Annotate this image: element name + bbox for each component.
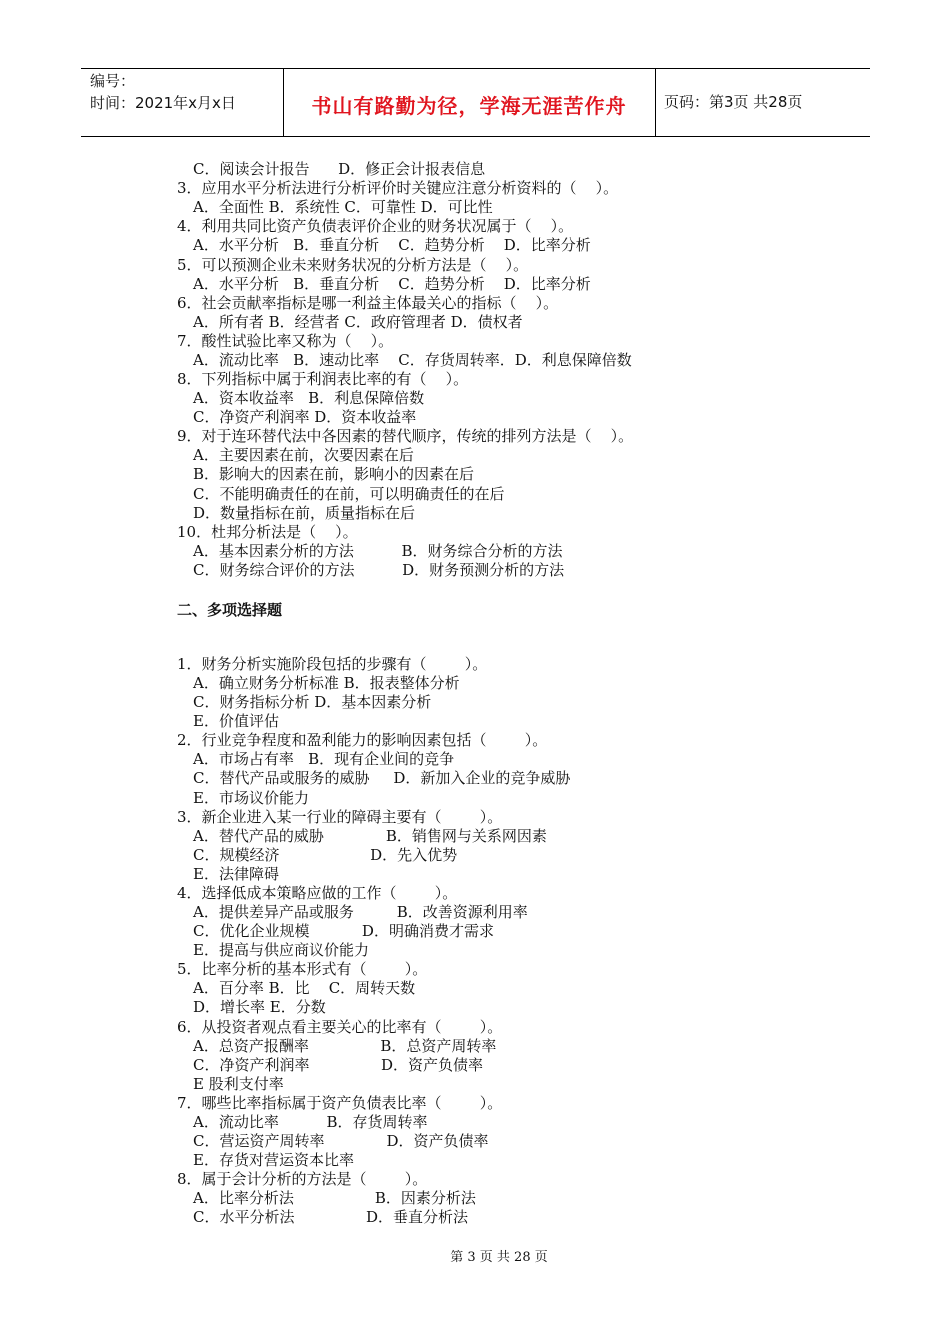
header-number: 编号： [90, 72, 136, 90]
option-line: E．存货对营运资本比率 [193, 1151, 354, 1169]
option-line: C．规模经济 D．先入优势 [193, 846, 458, 864]
question-line: 6．从投资者观点看主要关心的比率有（ ）。 [177, 1018, 503, 1036]
option-line: C．替代产品或服务的威胁 D．新加入企业的竞争威胁 [193, 769, 571, 787]
option-line: D．数量指标在前，质量指标在后 [193, 504, 416, 522]
header-divider-right [655, 68, 656, 136]
option-line: A．主要因素在前，次要因素在后 [193, 446, 414, 464]
option-line: A．总资产报酬率 B．总资产周转率 [193, 1037, 497, 1055]
option-line: E．法律障碍 [193, 865, 279, 883]
question-line: 3．应用水平分析法进行分析评价时关键应注意分析资料的（ ）。 [177, 179, 619, 197]
section-title-multiple-choice: 二、多项选择题 [177, 601, 283, 619]
option-line: C．水平分析法 D．垂直分析法 [193, 1208, 469, 1226]
page-footer: 第 3 页 共 28 页 [450, 1250, 548, 1265]
question-line: 5．比率分析的基本形式有（ ）。 [177, 960, 428, 978]
question-line: 2．行业竞争程度和盈利能力的影响因素包括（ ）。 [177, 731, 548, 749]
header-page-info: 页码：第3页 共28页 [664, 93, 803, 111]
option-line: A．全面性 B．系统性 C．可靠性 D．可比性 [193, 198, 493, 216]
option-line: A．水平分析 B．垂直分析 C．趋势分析 D．比率分析 [193, 236, 591, 254]
option-line: C．财务综合评价的方法 D．财务预测分析的方法 [193, 561, 565, 579]
question-line: 9．对于连环替代法中各因素的替代顺序，传统的排列方法是（ ）。 [177, 427, 634, 445]
option-line: A．比率分析法 B．因素分析法 [193, 1189, 476, 1207]
option-line: D．增长率 E．分数 [193, 998, 326, 1016]
option-line: C．营运资产周转率 D．资产负债率 [193, 1132, 489, 1150]
option-line: A．基本因素分析的方法 B．财务综合分析的方法 [193, 542, 563, 560]
option-line: E 股利支付率 [193, 1075, 284, 1093]
option-line: C．净资产利润率 D．资产负债率 [193, 1056, 484, 1074]
option-line: E．市场议价能力 [193, 789, 309, 807]
option-line: A．市场占有率 B．现有企业间的竞争 [193, 750, 455, 768]
option-line: E．价值评估 [193, 712, 279, 730]
header-bottom-rule [81, 136, 870, 137]
option-line: A．资本收益率 B．利息保障倍数 [193, 389, 425, 407]
option-line: A．所有者 B．经营者 C．政府管理者 D．债权者 [193, 313, 523, 331]
header-date: 时间：2021年x月x日 [90, 94, 236, 112]
option-line: A．提供差异产品或服务 B．改善资源利用率 [193, 903, 528, 921]
option-line: A．百分率 B．比 C．周转天数 [193, 979, 416, 997]
option-line: E．提高与供应商议价能力 [193, 941, 369, 959]
option-line: C．财务指标分析 D．基本因素分析 [193, 693, 432, 711]
question-line: 10．杜邦分析法是（ ）。 [177, 523, 358, 541]
question-line: 7．酸性试验比率又称为（ ）。 [177, 332, 394, 350]
question-line: 7．哪些比率指标属于资产负债表比率（ ）。 [177, 1094, 503, 1112]
option-line: A．流动比率 B．存货周转率 [193, 1113, 428, 1131]
option-line: C．净资产利润率 D．资本收益率 [193, 408, 417, 426]
header-meta [90, 70, 236, 114]
option-line: A．水平分析 B．垂直分析 C．趋势分析 D．比率分析 [193, 275, 591, 293]
question-line: 4．选择低成本策略应做的工作（ ）。 [177, 884, 458, 902]
question-line: 4．利用共同比资产负债表评价企业的财务状况属于（ ）。 [177, 217, 574, 235]
header-top-rule [81, 68, 870, 69]
question-line: 5．可以预测企业未来财务状况的分析方法是（ ）。 [177, 256, 529, 274]
option-line: A．流动比率 B．速动比率 C．存货周转率．D．利息保障倍数 [193, 351, 632, 369]
header-motto: 书山有路勤为径，学海无涯苦作舟 [311, 94, 627, 118]
option-line: C．不能明确责任的在前，可以明确责任的在后 [193, 485, 505, 503]
question-line: 3．新企业进入某一行业的障碍主要有（ ）。 [177, 808, 503, 826]
option-line: B．影响大的因素在前，影响小的因素在后 [193, 465, 475, 483]
option-line: A．替代产品的威胁 B．销售网与关系网因素 [193, 827, 547, 845]
question-line: 1．财务分析实施阶段包括的步骤有（ ）。 [177, 655, 488, 673]
question-line: 8．下列指标中属于利润表比率的有（ ）。 [177, 370, 469, 388]
question-line: 8．属于会计分析的方法是（ ）。 [177, 1170, 428, 1188]
option-line: C．阅读会计报告 D．修正会计报表信息 [193, 160, 486, 178]
option-line: C．优化企业规模 D．明确消费才需求 [193, 922, 494, 940]
option-line: A．确立财务分析标准 B．报表整体分析 [193, 674, 460, 692]
question-line: 6．社会贡献率指标是哪一利益主体最关心的指标（ ）。 [177, 294, 559, 312]
